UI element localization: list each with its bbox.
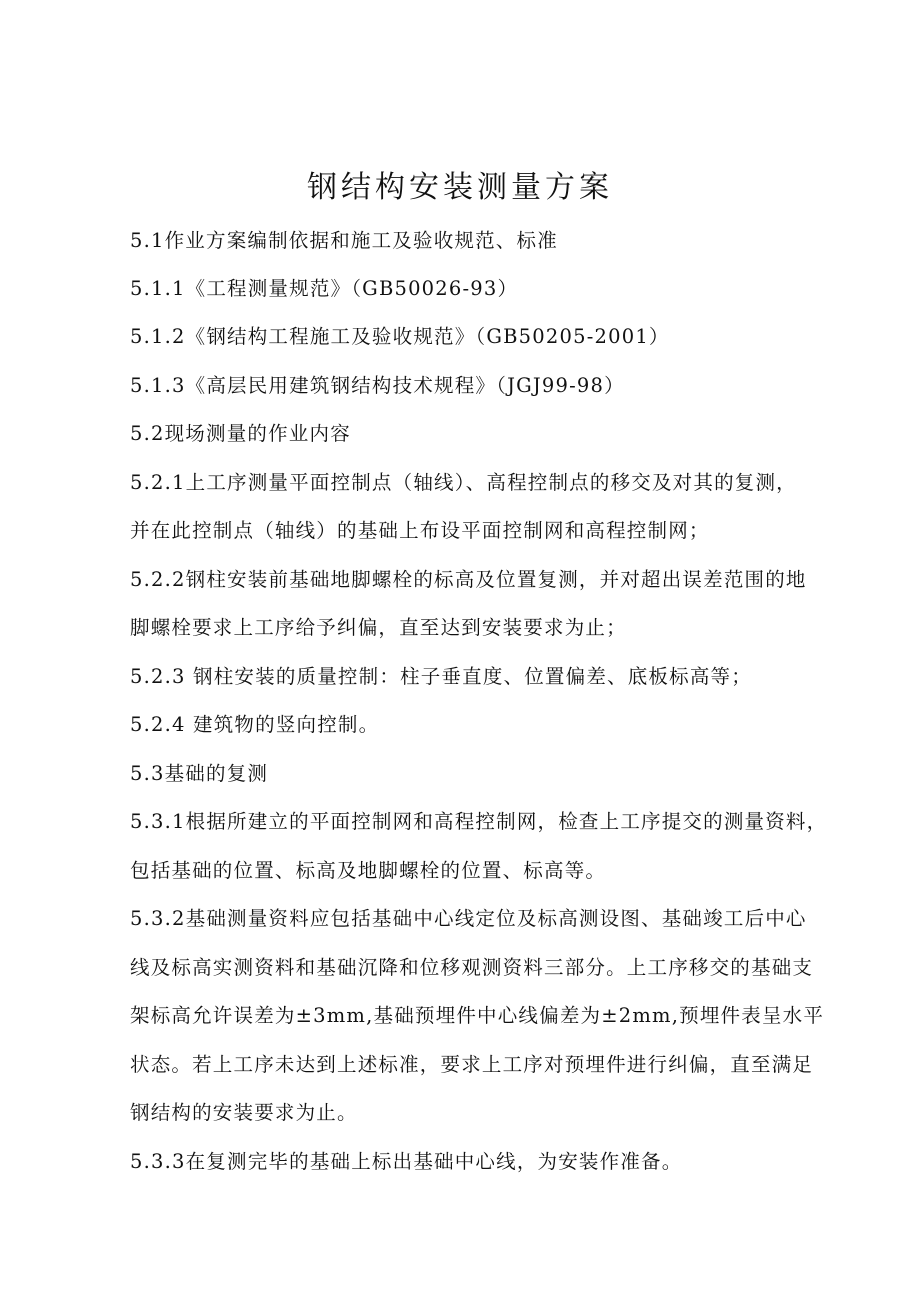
standard-item: 5.1.2《钢结构工程施工及验收规范》（GB50205-2001） (130, 325, 670, 348)
paragraph-line: 5.2.4 建筑物的竖向控制。 (130, 713, 380, 736)
paragraph-line: 5.3.3在复测完毕的基础上标出基础中心线，为安装作准备。 (130, 1150, 683, 1173)
paragraph-line: 架标高允许误差为±3mm,基础预埋件中心线偏差为±2mm,预埋件表呈水平 (130, 1004, 825, 1027)
standard-item: 5.1.1《工程测量规范》（GB50026-93） (130, 277, 519, 300)
section-heading: 5.3基础的复测 (130, 762, 269, 785)
section-heading: 5.1作业方案编制依据和施工及验收规范、标准 (130, 229, 558, 252)
paragraph-line: 5.2.3 钢柱安装的质量控制：柱子垂直度、位置偏差、底板标高等； (130, 665, 752, 688)
paragraph-line: 5.3.1根据所建立的平面控制网和高程控制网，检查上工序提交的测量资料， (130, 810, 828, 833)
paragraph-line: 5.2.2钢柱安装前基础地脚螺栓的标高及位置复测，并对超出误差范围的地 (130, 568, 807, 591)
paragraph-line: 5.2.1上工序测量平面控制点（轴线）、高程控制点的移交及对其的复测， (130, 471, 797, 494)
standard-item: 5.1.3《高层民用建筑钢结构技术规程》（JGJ99-98） (130, 374, 625, 397)
paragraph-line: 线及标高实测资料和基础沉降和位移观测资料三部分。上工序移交的基础支 (130, 956, 814, 979)
paragraph-line: 钢结构的安装要求为止。 (130, 1101, 358, 1124)
paragraph-line: 并在此控制点（轴线）的基础上布设平面控制网和高程控制网； (130, 519, 710, 542)
section-heading: 5.2现场测量的作业内容 (130, 422, 351, 445)
document-title: 钢结构安装测量方案 (307, 170, 613, 205)
paragraph-line: 状态。若上工序未达到上述标准，要求上工序对预埋件进行纠偏，直至满足 (130, 1053, 814, 1076)
paragraph-line: 5.3.2基础测量资料应包括基础中心线定位及标高测设图、基础竣工后中心 (130, 907, 807, 930)
paragraph-line: 包括基础的位置、标高及地脚螺栓的位置、标高等。 (130, 859, 607, 882)
paragraph-line: 脚螺栓要求上工序给予纠偏，直至达到安装要求为止； (130, 616, 627, 639)
